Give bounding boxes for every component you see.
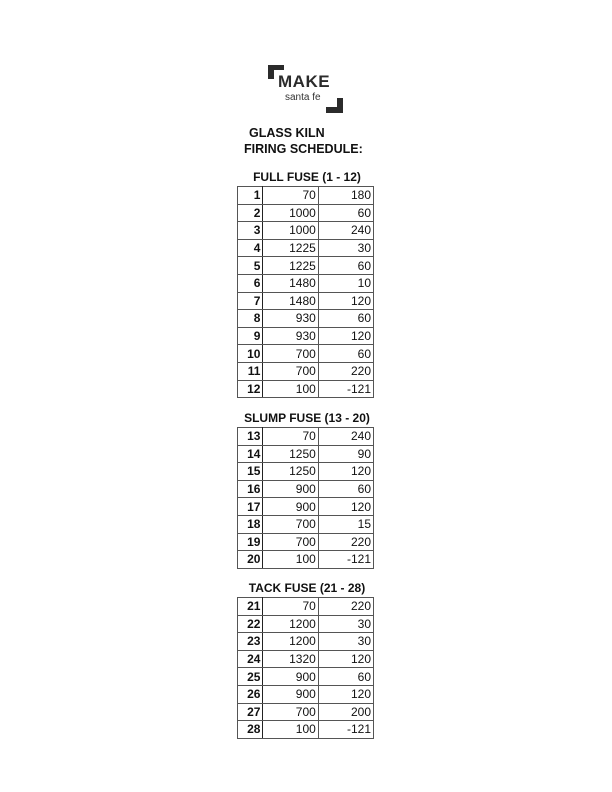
temperature-cell: 100: [263, 551, 318, 569]
table-row: [238, 703, 374, 721]
minutes-cell: 60: [318, 204, 373, 222]
minutes-cell: 220: [318, 533, 373, 551]
segment-number-cell: 27: [238, 703, 263, 721]
table-row: [238, 721, 374, 739]
table-row: [238, 274, 374, 292]
minutes-cell: 180: [318, 187, 373, 205]
table-row: [238, 668, 374, 686]
minutes-cell: 30: [318, 633, 373, 651]
temperature-cell: 930: [263, 327, 318, 345]
segment-number-cell: 11: [238, 362, 263, 380]
minutes-cell: 30: [318, 615, 373, 633]
segment-number-cell: 15: [238, 463, 263, 481]
temperature-cell: 70: [263, 428, 318, 446]
segment-number-cell: 3: [238, 222, 263, 240]
table-row: [238, 551, 374, 569]
temperature-cell: 100: [263, 380, 318, 398]
temperature-cell: 900: [263, 480, 318, 498]
table-row: [238, 633, 374, 651]
logo-corner-bottom-right-vertical: [337, 98, 343, 113]
minutes-cell: 120: [318, 650, 373, 668]
segment-number-cell: 4: [238, 239, 263, 257]
table-row: [238, 598, 374, 616]
temperature-cell: 1320: [263, 650, 318, 668]
segment-number-cell: 10: [238, 345, 263, 363]
table-row: [238, 345, 374, 363]
temperature-cell: 1250: [263, 445, 318, 463]
table-row: [238, 222, 374, 240]
temperature-cell: 1000: [263, 222, 318, 240]
table-row: [238, 533, 374, 551]
temperature-cell: 1200: [263, 615, 318, 633]
segment-number-cell: 7: [238, 292, 263, 310]
minutes-cell: 10: [318, 274, 373, 292]
segment-number-cell: 12: [238, 380, 263, 398]
table-row: [238, 257, 374, 275]
segment-number-cell: 16: [238, 480, 263, 498]
logo-brand-text: MAKE: [278, 72, 331, 91]
temperature-cell: 100: [263, 721, 318, 739]
temperature-cell: 1250: [263, 463, 318, 481]
temperature-cell: 1480: [263, 274, 318, 292]
segment-number-cell: 22: [238, 615, 263, 633]
table-row: [238, 685, 374, 703]
temperature-cell: 70: [263, 598, 318, 616]
table-row: [238, 515, 374, 533]
segment-number-cell: 18: [238, 515, 263, 533]
minutes-cell: 220: [318, 598, 373, 616]
table-row: [238, 480, 374, 498]
temperature-cell: 1200: [263, 633, 318, 651]
section-title-full-fuse: FULL FUSE (1 - 12): [253, 170, 361, 184]
temperature-cell: 900: [263, 498, 318, 516]
segment-number-cell: 13: [238, 428, 263, 446]
minutes-cell: 120: [318, 292, 373, 310]
table-row: [238, 428, 374, 446]
minutes-cell: 60: [318, 345, 373, 363]
segment-number-cell: 1: [238, 187, 263, 205]
minutes-cell: 120: [318, 498, 373, 516]
minutes-cell: 30: [318, 239, 373, 257]
temperature-cell: 1000: [263, 204, 318, 222]
segment-number-cell: 14: [238, 445, 263, 463]
minutes-cell: 120: [318, 463, 373, 481]
minutes-cell: 240: [318, 428, 373, 446]
table-row: [238, 362, 374, 380]
page-title-line2: FIRING SCHEDULE:: [244, 142, 363, 156]
table-row: [238, 187, 374, 205]
temperature-cell: 700: [263, 515, 318, 533]
segment-number-cell: 19: [238, 533, 263, 551]
table-row: [238, 239, 374, 257]
minutes-cell: 120: [318, 685, 373, 703]
tack-fuse-table: [237, 597, 374, 739]
minutes-cell: 240: [318, 222, 373, 240]
minutes-cell: 60: [318, 668, 373, 686]
segment-number-cell: 8: [238, 310, 263, 328]
segment-number-cell: 17: [238, 498, 263, 516]
table-row: [238, 445, 374, 463]
logo-corner-top-left-vertical: [268, 65, 274, 79]
segment-number-cell: 26: [238, 685, 263, 703]
section-title-tack-fuse: TACK FUSE (21 - 28): [248, 581, 366, 595]
temperature-cell: 700: [263, 533, 318, 551]
minutes-cell: 200: [318, 703, 373, 721]
segment-number-cell: 6: [238, 274, 263, 292]
section-title-slump-fuse: SLUMP FUSE (13 - 20): [244, 411, 370, 425]
minutes-cell: -121: [318, 380, 373, 398]
table-row: [238, 310, 374, 328]
temperature-cell: 1480: [263, 292, 318, 310]
segment-number-cell: 20: [238, 551, 263, 569]
temperature-cell: 1225: [263, 239, 318, 257]
temperature-cell: 700: [263, 362, 318, 380]
segment-number-cell: 23: [238, 633, 263, 651]
table-row: [238, 380, 374, 398]
segment-number-cell: 2: [238, 204, 263, 222]
temperature-cell: 70: [263, 187, 318, 205]
segment-number-cell: 5: [238, 257, 263, 275]
make-santa-fe-logo: [268, 65, 346, 113]
minutes-cell: -121: [318, 721, 373, 739]
segment-number-cell: 21: [238, 598, 263, 616]
segment-number-cell: 25: [238, 668, 263, 686]
segment-number-cell: 28: [238, 721, 263, 739]
temperature-cell: 700: [263, 703, 318, 721]
segment-number-cell: 9: [238, 327, 263, 345]
table-row: [238, 498, 374, 516]
page-title-line1: GLASS KILN: [249, 126, 325, 140]
table-row: [238, 650, 374, 668]
temperature-cell: 1225: [263, 257, 318, 275]
logo-sub-text: santa fe: [285, 92, 321, 103]
temperature-cell: 900: [263, 668, 318, 686]
table-row: [238, 463, 374, 481]
minutes-cell: 220: [318, 362, 373, 380]
slump-fuse-table: [237, 427, 374, 569]
minutes-cell: 60: [318, 480, 373, 498]
minutes-cell: -121: [318, 551, 373, 569]
minutes-cell: 15: [318, 515, 373, 533]
minutes-cell: 120: [318, 327, 373, 345]
temperature-cell: 700: [263, 345, 318, 363]
minutes-cell: 60: [318, 257, 373, 275]
table-row: [238, 204, 374, 222]
table-row: [238, 327, 374, 345]
segment-number-cell: 24: [238, 650, 263, 668]
temperature-cell: 900: [263, 685, 318, 703]
table-row: [238, 292, 374, 310]
minutes-cell: 60: [318, 310, 373, 328]
temperature-cell: 930: [263, 310, 318, 328]
full-fuse-table: [237, 186, 374, 398]
minutes-cell: 90: [318, 445, 373, 463]
table-row: [238, 615, 374, 633]
